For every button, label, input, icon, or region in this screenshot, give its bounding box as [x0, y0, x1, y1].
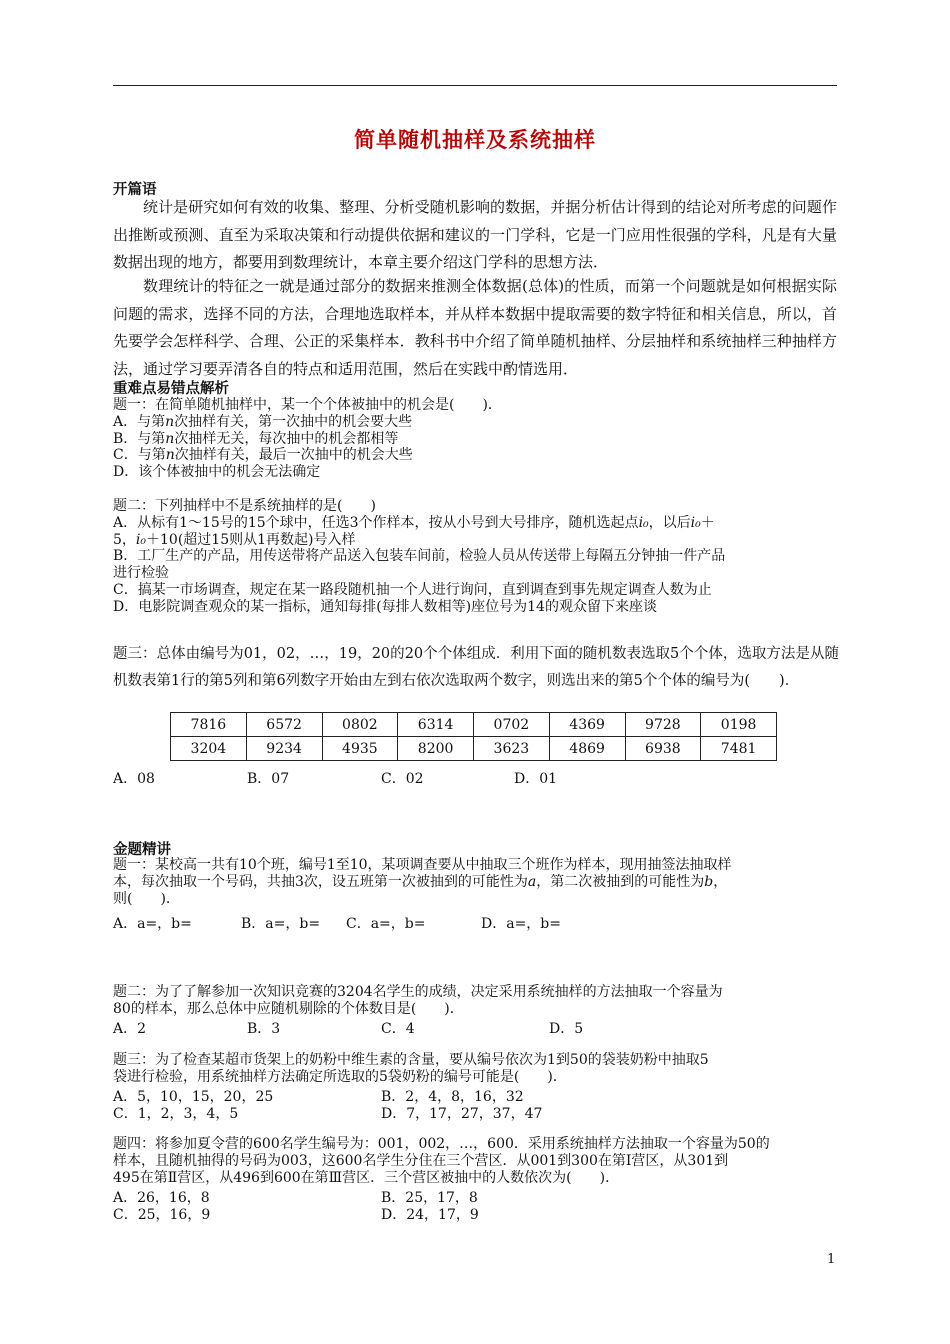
question-line-1: 题四：将参加夏令营的600名学生编号为：001，002，…，600．采用系统抽样方法抽取一个容量为50的 [113, 1136, 770, 1152]
table-cell: 6572 [246, 713, 322, 737]
table-cell: 0702 [474, 713, 550, 737]
table-cell: 7816 [171, 713, 247, 737]
section-heading-analysis: 重难点易错点解析 [113, 380, 229, 397]
question-line-2: 本，每次抽取一个号码，共抽3次，设五班第一次被抽到的可能性为a，第二次被抽到的可能性为b， [113, 873, 728, 890]
gold-question-4 [113, 1136, 839, 1186]
option-a: A．与第n次抽样有关，第一次抽中的机会要大些 [113, 413, 413, 430]
option-c: C．25，16，9 [113, 1207, 211, 1223]
option-b: B．07 [247, 771, 290, 787]
opening-paragraph-2: 数理统计的特征之一就是通过部分的数据来推测全体数据(总体)的性质，而第一个问题就是如何根据实际问题的需求，选择不同的方法，合理地选取样本，并从样本数据中提取需要的数字特征和相关信息，所以，首先要学会怎样科学、合理、公正的采集样本．教科书中介绍了简单随机抽样、分层抽样和系统抽样三种抽样方法，通过学习要弄清各自的特点和适用范围，然后在实践中酌情选用． [113, 277, 837, 378]
question-line-3: 495在第Ⅱ营区，从496到600在第Ⅲ营区．三个营区被抽中的人数依次为( )． [113, 1169, 620, 1186]
table-cell: 6938 [625, 737, 701, 761]
question-line-1: 题三：为了检查某超市货架上的奶粉中维生素的含量，要从编号依次为1到50的袋装奶粉中抽取5 [113, 1052, 709, 1068]
document-title: 简单随机抽样及系统抽样 [354, 127, 596, 152]
option-c: C．搞某一市场调查，规定在某一路段随机抽一个人进行询问，直到调查到事先规定调查人数为止 [113, 581, 712, 598]
gold-question-3 [113, 1052, 839, 1086]
option-a: A．26，16，8 [113, 1190, 210, 1206]
question-line-3: 则( )． [113, 890, 180, 907]
option-d: D．该个体被抽中的机会无法确定 [113, 464, 321, 481]
option-c: C．02 [381, 771, 424, 787]
question-line-1: 题一：某校高一共有10个班，编号1至10，某项调查要从中抽取三个班作为样本，现用抽签法抽取样 [113, 857, 732, 873]
table-cell: 8200 [398, 737, 474, 761]
table-cell: 7481 [701, 737, 777, 761]
question-line-2: 样本，且随机抽得的号码为003，这600名学生分住在三个营区．从001到300在第Ⅰ营区，从301到 [113, 1152, 729, 1169]
option-b: B．2，4，8，16，32 [381, 1089, 524, 1105]
analysis-question-3-stem: 题三：总体由编号为01，02，…，19，20的20个个体组成．利用下面的随机数表选取5个个体，选取方法是从随机数表第1行的第5列和第6列数字开始由左到右依次选取两个数字，则选出来的第5个个体的编号为( )． [113, 646, 839, 689]
option-a: A．2 [113, 1021, 147, 1037]
option-d: D．24，17，9 [381, 1207, 479, 1223]
option-d: D．01 [514, 771, 558, 787]
table-cell: 3204 [171, 737, 247, 761]
option-b: B．与第n次抽样无关，每次抽中的机会都相等 [113, 430, 399, 447]
analysis-question-1 [113, 397, 839, 481]
section-heading-gold: 金题精讲 [113, 841, 171, 858]
section-heading-opening: 开篇语 [113, 181, 157, 198]
table-cell: 6314 [398, 713, 474, 737]
table-cell: 3623 [474, 737, 550, 761]
table-cell: 4869 [549, 737, 625, 761]
table-cell: 0802 [322, 713, 398, 737]
opening-paragraph-1: 统计是研究如何有效的收集、整理、分析受随机影响的数据，并据分析估计得到的结论对所考虑的问题作出推断或预测、直至为采取决策和行动提供依据和建议的一门学科，它是一门应用性很强的学科，凡是有大量数据出现的地方，都要用到数理统计，本章主要介绍这门学科的思想方法． [113, 198, 837, 271]
option-a: A．5，10，15，20，25 [113, 1089, 274, 1105]
option-a: A．a=，b= [113, 916, 192, 932]
question-line-2: 袋进行检验，用系统抽样方法确定所选取的5袋奶粉的编号可能是( )． [113, 1068, 567, 1085]
option-c: C．4 [381, 1021, 415, 1037]
option-d: D．电影院调查观众的某一指标，通知每排(每排人数相等)座位号为14的观众留下来座谈 [113, 598, 657, 615]
option-a-line-1: A．从标有1～15号的15个球中，任选3个作样本，按从小号到大号排序，随机选起点i₀，以后i₀＋ [113, 514, 715, 531]
header-rule [113, 85, 837, 86]
question-stem: 题一：在简单随机抽样中，某一个个体被抽中的机会是( )． [113, 397, 502, 413]
page-number: 1 [827, 1252, 836, 1267]
option-c: C．1，2，3，4，5 [113, 1106, 239, 1122]
option-b-line-2: 进行检验 [113, 565, 169, 582]
question-line-2: 80的样本，那么总体中应随机剔除的个体数目是( )． [113, 1000, 464, 1017]
table-row [171, 713, 777, 737]
analysis-question-2 [113, 498, 839, 616]
question-line-1: 题二：为了了解参加一次知识竞赛的3204名学生的成绩，决定采用系统抽样的方法抽取一个容量为 [113, 984, 723, 1000]
option-d: D．7，17，27，37，47 [381, 1106, 543, 1122]
table-cell: 9234 [246, 737, 322, 761]
option-a: A．08 [113, 771, 155, 787]
table-cell: 4369 [549, 713, 625, 737]
gold-question-2 [113, 984, 839, 1018]
random-number-table [170, 712, 777, 761]
table-cell: 4935 [322, 737, 398, 761]
table-row [171, 737, 777, 761]
option-b: B．25，17，8 [381, 1190, 478, 1206]
option-b-line-1: B．工厂生产的产品，用传送带将产品送入包装车间前，检验人员从传送带上每隔五分钟抽一件产品 [113, 548, 726, 565]
option-a-line-2: 5，i₀＋10(超过15则从1再数起)号入样 [113, 531, 356, 548]
option-d: D．5 [549, 1021, 584, 1037]
table-cell: 0198 [701, 713, 777, 737]
option-c: C．与第n次抽样有关，最后一次抽中的机会大些 [113, 447, 413, 464]
gold-question-1 [113, 857, 839, 907]
option-d: D．a=，b= [481, 916, 561, 932]
option-c: C．a=，b= [346, 916, 426, 932]
question-stem: 题二：下列抽样中不是系统抽样的是( ) [113, 498, 376, 514]
option-b: B．a=，b= [241, 916, 321, 932]
table-cell: 9728 [625, 713, 701, 737]
option-b: B．3 [247, 1021, 281, 1037]
